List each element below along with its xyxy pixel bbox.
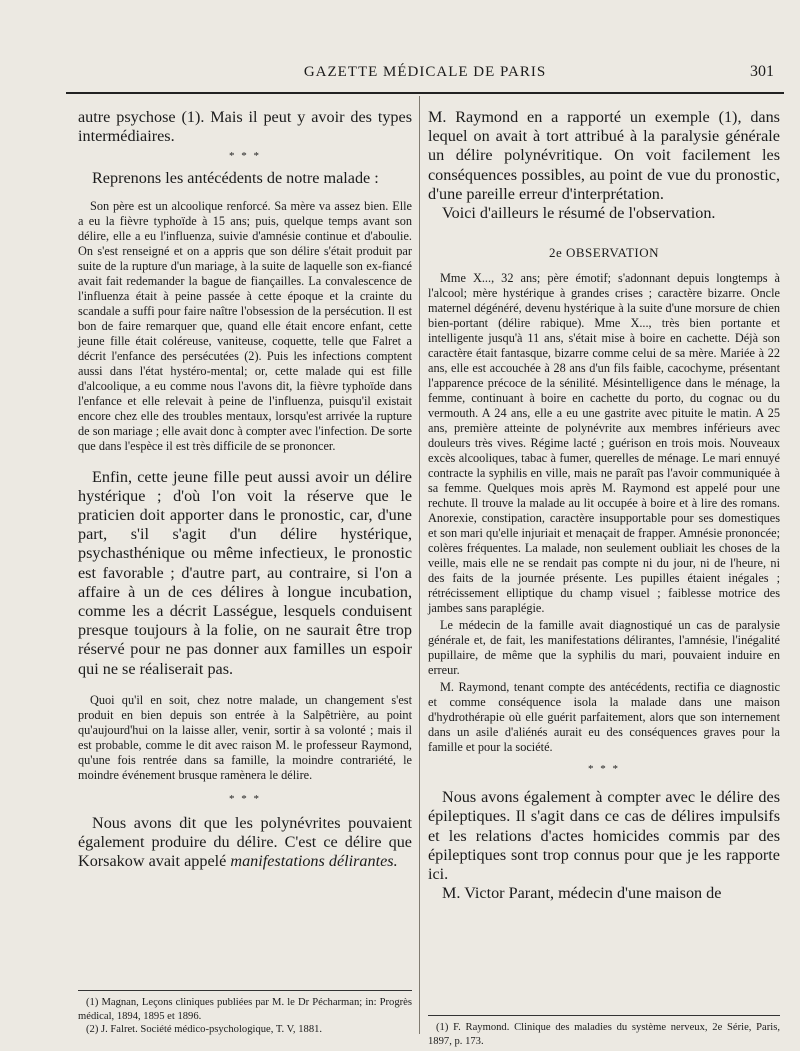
left-column xyxy=(78,108,412,871)
section-asterism-3: * * * xyxy=(588,763,620,776)
footnote-left-2: (2) J. Falret. Société médico-psychologique, T. V, 1881. xyxy=(86,1024,323,1036)
right-paragraph-4: Le médecin de la famille avait diagnostiqué un cas de paralysie générale et, de fait, les manifestations délirantes, l'amnésie, l'inégalité pupillaire, de même que la syphilis du mari, pouvaient induire en erreur. xyxy=(428,618,780,678)
left-paragraph-6-text: Nous avons dit que les polynévrites pouvaient également produire du délire. C'est ce délire que Korsakow avait appelé xyxy=(78,813,412,871)
right-paragraph-3: Mme X..., 32 ans; père émotif; s'adonnant depuis longtemps à l'alcool; mère hystérique à grandes crises ; caractère bizarre. Oncle maternel dégénéré, devenu hystérique à la suite d'une morsure de chien bien-portant (délire rabique). Mme X..., très bien portante et intelligente jusqu'à 11 ans, s'était mise à boire en cachette. Déjà son caractère était fantasque, bizarre comme celui de sa mère. Mariée à 22 ans, elle est accouchée à 28 ans d'un fils faible, cacochyme, présentant l'apparence précoce de la sénilité. Mésintelligence dans le ménage, la femme, continuant à boire en cachette du porto, du cognac ou du vermouth. A 24 ans, elle a eu une gastrite avec pituite le matin. A 25 ans, première atteinte de polynévrite aux membres inférieurs avec douleurs très vives. Régime lacté ; guérison en trois mois. Nouveaux excès alcooliques, tabac à fumer, querelles de ménage. Le mari ennuyé contracte la syphilis en ville, mais ne paraît pas l'avoir communiquée à sa femme. Quelques mois après M. Raymond est appelé pour une rechute. Il trouve la malade au lit occupée à boire et à lire des romans. Anorexie, constipation, caractère insupportable pour ses domestiques et son mari qu'elle injuriait et menaçait de frapper. Amnésie prononcée; colères fréquentes. La malade, non seulement oubliait les choses de la veille, mais elle ne se rendait pas compte ni du jour, ni de l'heure, ni des faits de la journée présente. Les pupilles étaient inégales ; rétrécissement elliptique du champ visuel ; faiblesse motrice des jambes sans paraplégie. xyxy=(428,271,780,616)
right-paragraph-1: M. Raymond en a rapporté un exemple (1), dans lequel on avait à tort attribué à la paralysie générale un délire polynévritique. On voit facilement les conséquences possibles, au point de vue du pronostic, d'une pareille erreur d'interprétation. xyxy=(428,108,780,203)
right-paragraph-6: Nous avons également à compter avec le délire des épileptiques. Il s'agit dans ce cas de délires impulsifs et les relations d'actes homicides commis par des épileptiques sont trop connus pour que je les rapporte ici. xyxy=(428,788,780,884)
column-divider xyxy=(419,96,420,1034)
left-paragraph-6 xyxy=(78,814,412,872)
footnote-rule xyxy=(78,990,412,991)
right-paragraph-2: Voici d'ailleurs le résumé de l'observation. xyxy=(442,204,716,223)
footnote-rule-right xyxy=(428,1015,780,1016)
left-paragraph-2: Reprenons les antécédents de notre malade : xyxy=(92,169,379,188)
right-paragraph-5: M. Raymond, tenant compte des antécédents, rectifia ce diagnostic et comme conséquence isola la malade dans une maison d'hydrothérapie où elle guérit parfaitement, alors que son internement dans un asile d'aliénés aurait eu des conséquences graves pour la famille et pour la société. xyxy=(428,680,780,755)
left-footnotes xyxy=(78,980,412,1037)
left-paragraph-1: autre psychose (1). Mais il peut y avoir des types intermédiaires. xyxy=(78,108,412,146)
right-column xyxy=(428,108,780,903)
footnote-left-1: (1) Magnan, Leçons cliniques publiées par M. le Dr Pécharman; in: Progrès médical, 1894, 1895 et 1896. xyxy=(78,997,412,1022)
section-asterism: * * * xyxy=(229,150,261,163)
section-asterism-2: * * * xyxy=(229,792,261,805)
running-header xyxy=(66,58,784,94)
left-paragraph-5: Quoi qu'il en soit, chez notre malade, un changement s'est produit en bien depuis son entrée à la Salpêtrière, au point qu'aujourd'hui on la laisse aller, venir, sortir à sa volonté ; mais il est probable, comme le dit avec raison M. le professeur Raymond, qu'une fois rentrée dans sa famille, la moindre contrariété, le moindre événement brusque ramènera le délire. xyxy=(78,692,412,782)
left-paragraph-6-italic: manifestations délirantes. xyxy=(230,852,398,871)
left-paragraph-4: Enfin, cette jeune fille peut aussi avoir un délire hystérique ; d'où l'on voit la réserve que le praticien doit apporter dans le pronostic, car, d'une part, s'il s'agit d'un délire hystérique, psychasthénique ou même infectieux, le pronostic est favorable ; d'autre part, au contraire, si l'on a affaire à un de ces délires à longue incubation, comme les a décrit Lasségue, lesquels conduisent presque toujours à la folie, on ne saurait être trop réservé pour ne pas donner aux familles un espoir qui ne se réaliserait pas. xyxy=(78,467,412,678)
footnote-right-1: (1) F. Raymond. Clinique des maladies du système nerveux, 2e Série, Paris, 1897, p. 173. xyxy=(428,1022,780,1047)
journal-title: GAZETTE MÉDICALE DE PARIS xyxy=(303,64,547,80)
right-paragraph-7: M. Victor Parant, médecin d'une maison de xyxy=(442,884,722,903)
right-footnotes xyxy=(428,1005,780,1048)
observation-heading: 2e OBSERVATION xyxy=(548,245,660,261)
left-paragraph-3: Son père est un alcoolique renforcé. Sa mère va assez bien. Elle a eu la fièvre typhoïde à 15 ans; puis, quelque temps avant son délire, elle a eu l'influenza, suivie d'amnésie continue et d'aboulie. On s'est renseigné et on a appris que son délire s'était produit par suite de la rupture d'un mariage, à la suite de laquelle son ex-fiancé avait fait redemander la bague de fiançailles. La convalescence de l'influenza était à peine passée à cette époque et la crainte du scandale a suffi pour faire naître l'obsession de la persécution. Il est bon de faire remarquer que, quand elle était encore enfant, cette jeune fille était coléreuse, vaniteuse, coquette, telle que Falret a décrit l'enfance des persécutées (2). Puis les infections comptent aussi dans l'état hystéro-mental; or, cette malade qui est fille d'alcoolique, a eu comme nous l'avons dit, la fièvre typhoïde dans l'enfance et elle relevait à peine de l'influenza, puisqu'il existait encore chez elle des troubles mentaux, lorsqu'est arrivée la rupture de son mariage ; elle avait donc à compter avec l'infection. De sorte que dans l'espèce il est très difficile de se prononcer. xyxy=(78,198,412,453)
page-number: 301 xyxy=(750,63,774,80)
